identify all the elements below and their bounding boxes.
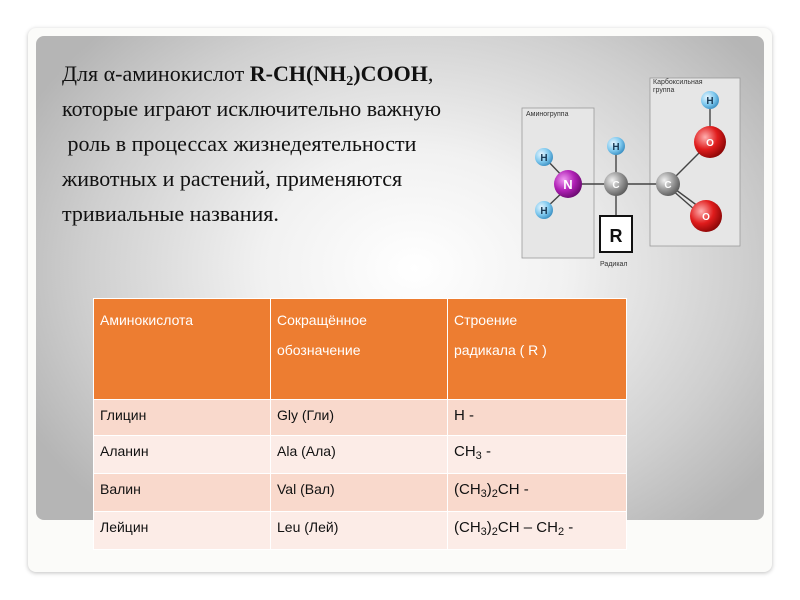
cell-abbr: Gly (Гли)	[271, 400, 448, 436]
svg-text:H: H	[706, 96, 714, 107]
radical-symbol: R	[609, 226, 623, 246]
cell-name: Лейцин	[94, 512, 271, 550]
header-amino-acid: Аминокислота	[94, 299, 271, 400]
formula: $R-CH(NH_2)COOH$	[249, 61, 428, 89]
header-radical-structure: Строение радикала ( R )	[448, 299, 627, 400]
svg-text:H: H	[540, 206, 548, 217]
cell-name: Глицин	[94, 400, 271, 436]
intro-line-2: которые играют исключительно важную	[62, 96, 442, 121]
cell-abbr: Ala (Ала)	[271, 436, 448, 474]
cell-name: Аланин	[94, 436, 271, 474]
intro-text	[62, 56, 532, 231]
cell-radical: H -	[448, 400, 627, 436]
table-row	[94, 436, 627, 474]
svg-text:O: O	[706, 138, 714, 149]
svg-text:H: H	[612, 142, 620, 153]
intro-line-4: животных и растений, применяются	[62, 166, 403, 191]
table-row	[94, 474, 627, 512]
svg-text:C: C	[612, 180, 620, 191]
cell-abbr: Leu (Лей)	[271, 512, 448, 550]
cell-name: Валин	[94, 474, 271, 512]
svg-text:H: H	[540, 153, 548, 164]
svg-text:N: N	[563, 177, 573, 192]
table-header-row	[94, 299, 627, 400]
cell-radical: $CH_3$ -	[448, 436, 627, 474]
intro-line-5: тривиальные названия.	[62, 201, 279, 226]
cell-radical: $(CH_3)_2CH$ -	[448, 474, 627, 512]
amino-group-label: Аминогруппа	[526, 111, 569, 118]
table-row	[94, 400, 627, 436]
cell-abbr: Val (Вал)	[271, 474, 448, 512]
radical-label: Радикал	[600, 261, 628, 268]
header-abbreviation: Сокращённое обозначение	[271, 299, 448, 400]
amino-acid-structure-diagram	[520, 72, 750, 272]
cell-radical: $(CH_3)_2CH - CH_2$ -	[448, 512, 627, 550]
svg-text:C: C	[664, 180, 672, 191]
intro-line-3: роль в процессах жизнедеятельности	[62, 131, 417, 156]
intro-line-1: Для α-аминокислот $R-CH(NH_2)COOH$,	[62, 61, 434, 89]
carboxyl-group-label-1: Карбоксильная	[653, 79, 703, 86]
svg-text:O: O	[702, 212, 710, 223]
carboxyl-group-label-2: группа	[653, 87, 675, 94]
table-row	[94, 512, 627, 550]
amino-acid-table	[93, 298, 627, 550]
